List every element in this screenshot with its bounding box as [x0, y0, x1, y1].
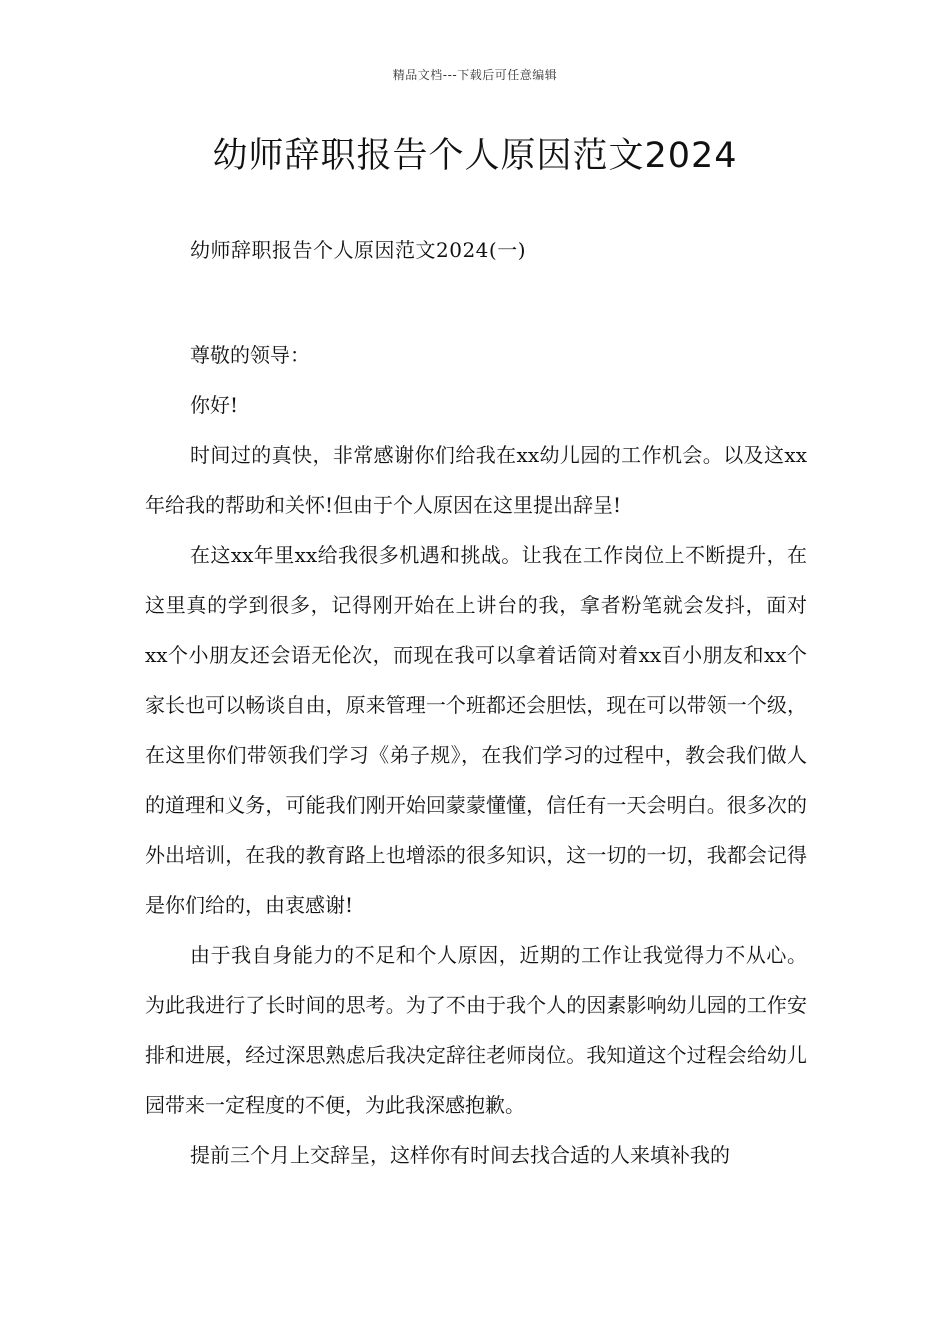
- paragraph-1: 时间过的真快，非常感谢你们给我在xx幼儿园的工作机会。以及这xx年给我的帮助和关怀!但由于个人原因在这里提出辞呈!: [145, 443, 807, 517]
- paragraph-2: 在这xx年里xx给我很多机遇和挑战。让我在工作岗位上不断提升，在这里真的学到很多，记得刚开始在上讲台的我，拿者粉笔就会发抖，面对xx个小朋友还会语无伦次，而现在我可以拿着话筒对着xx百小朋友和xx个家长也可以畅谈自由，原来管理一个班都还会胆怯，现在可以带领一个级，在这里你们带领我们学习《弟子规》，在我们学习的过程中，教会我们做人的道理和义务，可能我们刚开始回蒙蒙懂懂，信任有一天会明白。很多次的外出培训，在我的教育路上也增添的很多知识，这一切的一切，我都会记得是你们给的，由衷感谢!: [145, 543, 807, 917]
- paragraph-4: 提前三个月上交辞呈，这样你有时间去找合适的人来填补我的: [190, 1143, 730, 1167]
- salutation: 尊敬的领导：: [190, 343, 310, 367]
- paragraph-3: 由于我自身能力的不足和个人原因，近期的工作让我觉得力不从心。为此我进行了长时间的思考。为了不由于我个人的因素影响幼儿园的工作安排和进展，经过深思熟虑后我决定辞往老师岗位。我知道这个过程会给幼儿园带来一定程度的不便，为此我深感抱歉。: [145, 943, 807, 1117]
- document-subtitle: 幼师辞职报告个人原因范文2024(一): [190, 238, 527, 262]
- document-title: 幼师辞职报告个人原因范文2024: [212, 136, 738, 176]
- letter-body: [145, 330, 807, 1180]
- greeting: 你好!: [190, 393, 239, 417]
- header-note: 精品文档---下载后可任意编辑: [392, 68, 558, 82]
